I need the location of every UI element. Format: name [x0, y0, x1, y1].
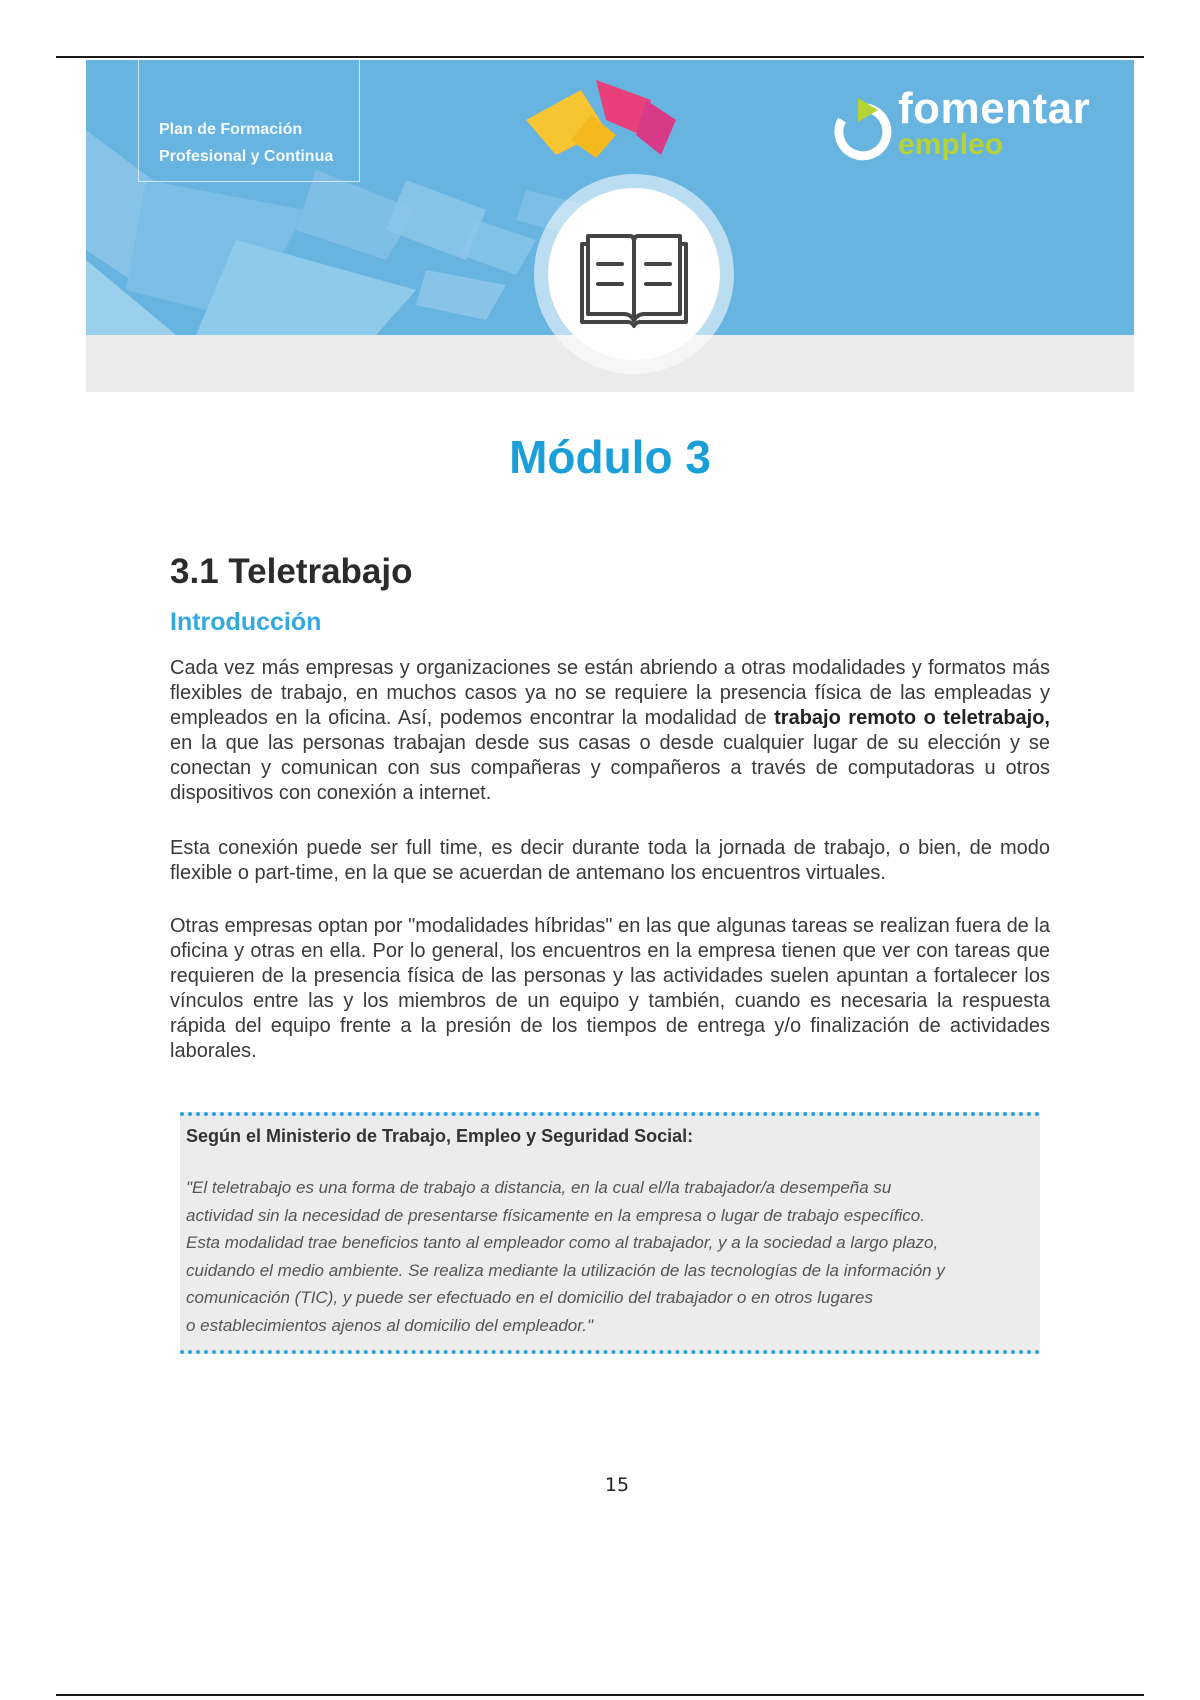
paragraph-intro — [170, 656, 1050, 806]
program-label-box — [138, 60, 360, 182]
paragraph-intro-part2: en la que las personas trabajan desde sus casas o desde cualquier lugar de su elección y se conectan y comunican con sus compañeras y compañeros a través de computadoras u otros dispositivos con conexión a internet. — [170, 732, 1050, 804]
section-title: 3.1 Teletrabajo — [170, 552, 413, 591]
quote-line: "El teletrabajo es una forma de trabajo a distancia, en la cual el/la trabajador/a desempeña su — [186, 1178, 892, 1197]
fomentar-empleo-logo — [828, 80, 1118, 160]
logo-word-empleo: empleo — [898, 128, 1004, 161]
paragraph-connection: Esta conexión puede ser full time, es decir durante toda la jornada de trabajo, o bien, de modo flexible o part-time, en la que se acuerdan de antemano los encuentros virtuales. — [170, 837, 1050, 884]
quote-line: actividad sin la necesidad de presentarse físicamente en la empresa o lugar de trabajo específico. — [186, 1205, 925, 1225]
subsection-title: Introducción — [170, 608, 322, 636]
paragraph-intro-part1: Cada vez más empresas y organizaciones se están abriendo a otras modalidades y formatos más flexibles de trabajo, en muchos casos ya no se requiere la presencia física de las empleadas y empleados en la oficina. Así, podemos encontrar la modalidad de — [170, 657, 1050, 729]
top-rule — [56, 56, 1144, 58]
module-banner — [86, 60, 1134, 392]
quote-line: cuidando el medio ambiente. Se realiza mediante la utilización de las tecnologías de la información y — [186, 1260, 945, 1280]
paragraph-hybrid: Otras empresas optan por "modalidades híbridas" en las que algunas tareas se realizan fuera de la oficina y otras en ella. Por lo general, los encuentros en la empresa tienen que ver con tareas que requieren de la presencia física de las personas y las actividades suelen apuntan a fortalecer los vínculos entre las y los miembros de un equipo y también, cuando es necesaria la respuesta rápida del equipo frente a la presión de los tiempos de entrega y/o finalización de actividades laborales. — [170, 915, 1050, 1062]
page-number: 15 — [604, 1474, 630, 1496]
bottom-rule — [56, 1694, 1144, 1696]
module-title: Módulo 3 — [509, 431, 711, 483]
refresh-arrow-icon — [828, 98, 894, 164]
program-label-line2: Profesional y Continua — [159, 148, 334, 165]
ministry-quote-box — [180, 1112, 1040, 1354]
open-book-icon — [532, 172, 736, 376]
quote-line: o establecimientos ajenos al domicilio del empleador." — [186, 1315, 594, 1335]
quote-heading: Según el Ministerio de Trabajo, Empleo y Seguridad Social: — [186, 1126, 694, 1146]
quote-line: Esta modalidad trae beneficios tanto al empleador como al trabajador, y a la sociedad a largo plazo, — [186, 1233, 939, 1252]
logo-word-fomentar: fomentar — [898, 84, 1091, 133]
quote-line: comunicación (TIC), y puede ser efectuado en el domicilio del trabajador o en otros lugares — [186, 1288, 873, 1307]
paragraph-intro-bold: trabajo remoto o teletrabajo, — [774, 707, 1050, 729]
quote-text — [186, 1174, 1032, 1339]
program-label-line1: Plan de Formación — [159, 121, 303, 138]
